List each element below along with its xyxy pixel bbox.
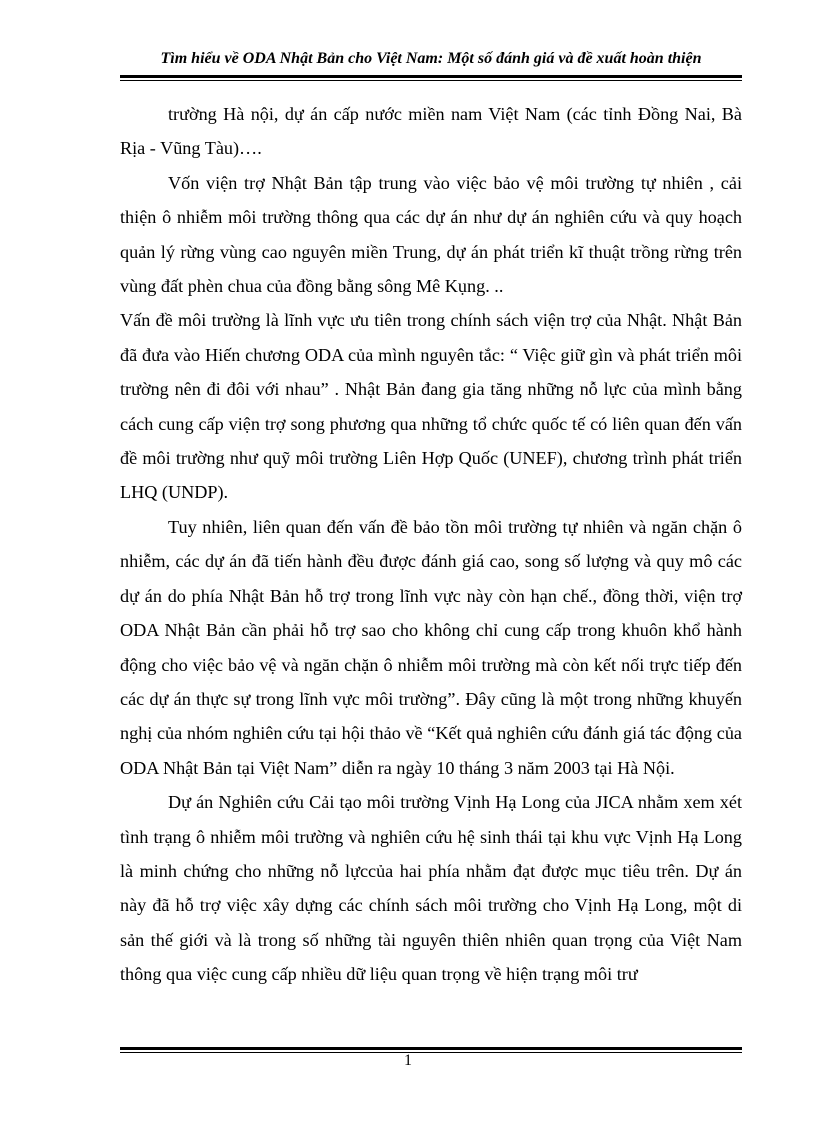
page-number: 1 bbox=[404, 1052, 412, 1069]
paragraph-limitations: Tuy nhiên, liên quan đến vấn đề bảo tồn môi trường tự nhiên và ngăn chặn ô nhiễm, các dự án đã tiến hành đều được đánh giá cao, song số lượng và quy mô các dự án do phía Nhật Bản hỗ trợ trong lĩnh vực này còn hạn chế., đồng thời, viện trợ ODA Nhật Bản cần phải hỗ trợ sao cho không chỉ cung cấp trong khuôn khổ hành động cho việc bảo vệ và ngăn chặn ô nhiễm môi trường mà còn kết nối trực tiếp đến các dự án thực sự trong lĩnh vực môi trường”. Đây cũng là một trong những khuyến nghị của nhóm nghiên cứu tại hội thảo về “Kết quả nghiên cứu đánh giá tác động của ODA Nhật Bản tại Việt Nam” diễn ra ngày 10 tháng 3 năm 2003 tại Hà Nội. bbox=[120, 516, 742, 778]
paragraph-ha-long-project: Dự án Nghiên cứu Cải tạo môi trường Vịnh Hạ Long của JICA nhằm xem xét tình trạng ô nhiễm môi trường và nghiên cứu hệ sinh thái tại khu vực Vịnh Hạ Long là minh chứng cho những nỗ lựccủa hai phía nhằm đạt được mục tiêu trên. Dự án này đã hỗ trợ việc xây dựng các chính sách môi trường cho Vịnh Hạ Long, một di sản thế giới và là trong số những tài nguyên thiên nhiên quan trọng của Việt Nam thông qua việc cung cấp nhiều dữ liệu quan trọng về hiện trạng môi trư bbox=[120, 792, 742, 985]
paragraph-environment-aid: Vốn viện trợ Nhật Bản tập trung vào việc bảo vệ môi trường tự nhiên , cải thiện ô nhiễm môi trường thông qua các dự án như dự án nghiên cứu và quy hoạch quản lý rừng vùng cao nguyên miền Trung, dự án phát triển kĩ thuật trồng rừng trên vùng đất phèn chua của đồng bằng sông Mê Kụng. .. bbox=[120, 172, 742, 297]
document-body bbox=[120, 97, 742, 992]
running-header-title: Tìm hiểu về ODA Nhật Bản cho Việt Nam: Một số đánh giá và đề xuất hoàn thiện bbox=[160, 50, 702, 67]
header-double-rule bbox=[120, 75, 742, 81]
paragraph-continuation: trường Hà nội, dự án cấp nước miền nam Việt Nam (các tỉnh Đồng Nai, Bà Rịa - Vũng Tàu)…. bbox=[120, 104, 742, 159]
paragraph-environment-priority: Vấn đề môi trường là lĩnh vực ưu tiên trong chính sách viện trợ của Nhật. Nhật Bản đã đưa vào Hiến chương ODA của mình nguyên tắc: “ Việc giữ gìn và phát triển môi trường nên đi đôi với nhau” . Nhật Bản đang gia tăng những nỗ lực của mình bằng cách cung cấp viện trợ song phương qua những tổ chức quốc tế có liên quan đến vấn đề môi trường như quỹ môi trường Liên Hợp Quốc (UNEF), chương trình phát triển LHQ (UNDP). bbox=[120, 310, 742, 503]
